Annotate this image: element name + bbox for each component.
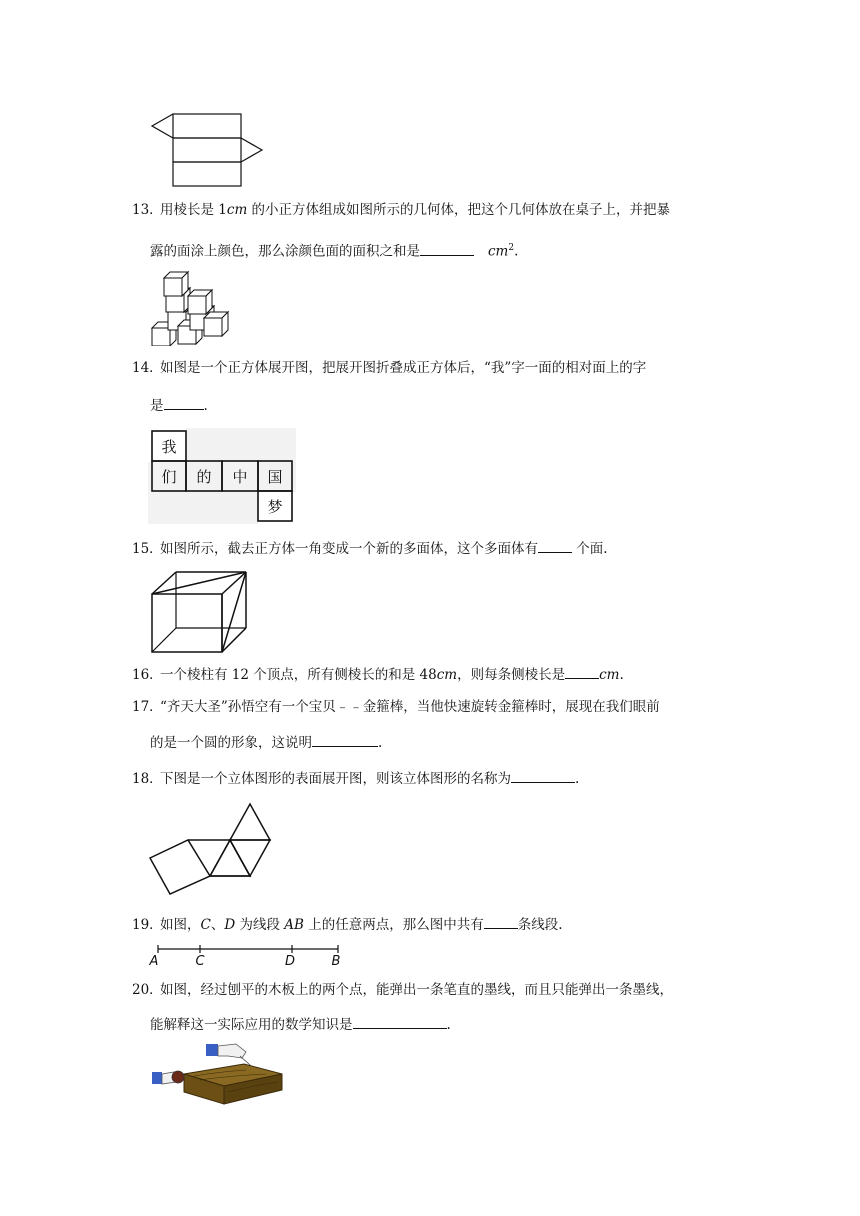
q20-line-1: 20．如图，经过刨平的木板上的两个点，能弹出一条笔直的墨线，而且只能弹出一条墨线， — [132, 982, 673, 998]
q17-line-2: 的是一个圆的形象，这说明 . — [150, 732, 382, 753]
net-char-guo: 国 — [267, 468, 283, 486]
q15-line-1: 15．如图所示，截去正方体一角变成一个新的多面体，这个多面体有 个面. — [132, 538, 608, 559]
q14-line-1: 14．如图是一个正方体展开图，把展开图折叠成正方体后，“我”字一面的相对面上的字 — [132, 360, 647, 376]
q14-line-2: 是 . — [150, 395, 208, 416]
q19-answer-blank[interactable] — [484, 914, 518, 929]
stacked-cubes-figure — [148, 268, 238, 346]
net-triangle-middle — [210, 840, 250, 876]
net-char-meng: 梦 — [267, 498, 283, 516]
net-face-middle — [173, 138, 241, 162]
cut-line-1 — [152, 572, 246, 594]
cube-front-face — [152, 594, 222, 652]
sleeve-top — [206, 1044, 218, 1056]
point-b-label: B — [331, 954, 341, 968]
q13-answer-blank[interactable] — [420, 241, 474, 256]
hand-top — [218, 1044, 246, 1058]
point-a-label: A — [149, 954, 159, 968]
net-char-wo: 我 — [161, 438, 177, 456]
truncated-cube-figure — [148, 568, 252, 656]
q17-answer-blank[interactable] — [312, 732, 378, 747]
q13-line-2: 露的面涂上颜色，那么涂颜色面的面积之和是 $cm^2$. — [150, 238, 518, 262]
surface-net-figure — [146, 800, 272, 898]
point-c-label: C — [195, 954, 205, 968]
net-triangle-right — [230, 840, 270, 876]
segment-figure — [146, 940, 346, 968]
net-square-left — [150, 840, 210, 894]
net-char-de: 的 — [196, 468, 212, 486]
q16-line-1: 16．一个棱柱有 12 个顶点，所有侧棱长的和是 48cm，则每条侧棱长是 cm. — [132, 664, 624, 685]
point-d-label: D — [284, 954, 296, 968]
q19-line-1: 19．如图，C、D 为线段 AB 上的任意两点，那么图中共有 条线段. — [132, 914, 563, 935]
q14-answer-blank[interactable] — [164, 395, 204, 410]
q18-line-1: 18．下图是一个立体图形的表面展开图，则该立体图形的名称为 . — [132, 768, 579, 789]
net-face-bottom — [173, 162, 241, 186]
q15-answer-blank[interactable] — [538, 538, 572, 553]
q17-line-1: 17．“齐天大圣”孙悟空有一个宝贝﹣﹣金箍棒，当他快速旋转金箍棒时，展现在我们眼前 — [132, 699, 660, 715]
net-triangle-top — [230, 804, 270, 840]
ink-reel — [172, 1071, 184, 1083]
net-face-top — [173, 114, 241, 138]
q20-line-2: 能解释这一实际应用的数学知识是 . — [150, 1014, 451, 1035]
cube-net-figure — [148, 428, 296, 524]
q16-answer-blank[interactable] — [565, 664, 599, 679]
q13-line-1: 13．用棱长是 1cm 的小正方体组成如图所示的几何体，把这个几何体放在桌子上，并把暴 — [132, 202, 671, 218]
net-triangle-left — [152, 114, 173, 138]
net-triangle-bottom — [210, 840, 250, 876]
q20-answer-blank[interactable] — [353, 1014, 447, 1029]
prism-net-figure — [148, 110, 266, 190]
wooden-board-figure — [148, 1040, 284, 1110]
net-char-men: 们 — [161, 468, 177, 486]
sleeve-left — [152, 1072, 162, 1084]
net-triangle-right — [241, 138, 262, 162]
q18-answer-blank[interactable] — [511, 768, 575, 783]
net-char-zhong: 中 — [232, 468, 248, 486]
